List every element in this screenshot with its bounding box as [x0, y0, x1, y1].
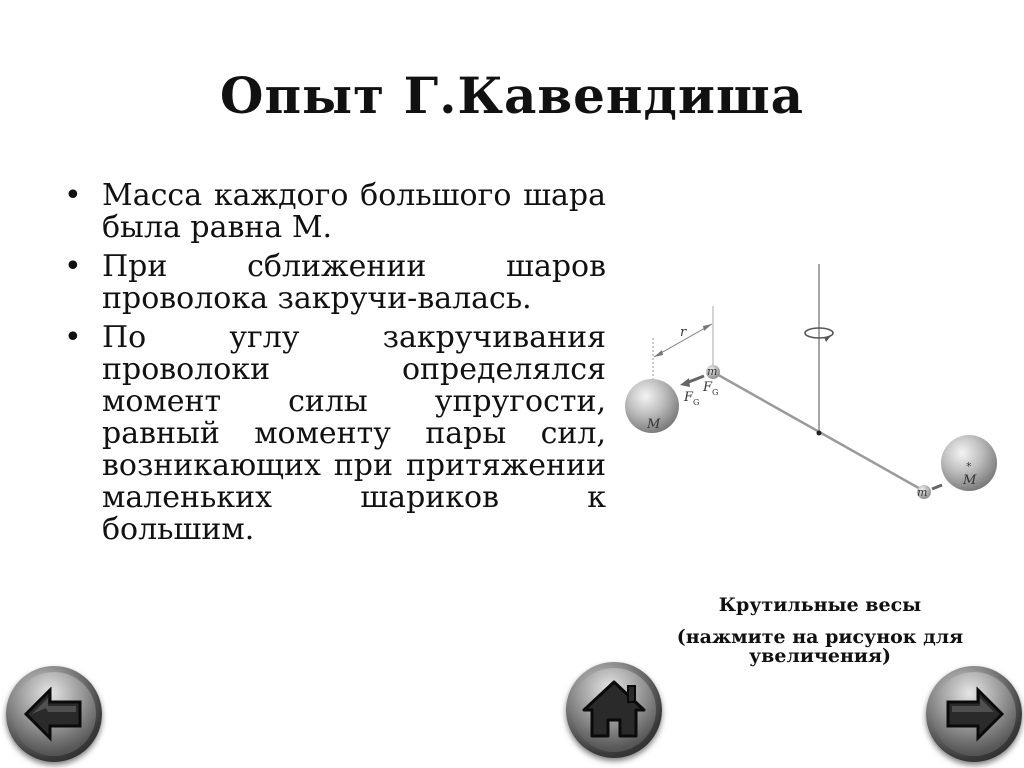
next-button[interactable] — [926, 666, 1022, 762]
arrow-right-icon — [926, 666, 1022, 762]
torsion-balance-diagram — [620, 258, 1004, 506]
arrow-left-icon — [6, 666, 102, 762]
prev-button[interactable] — [6, 666, 102, 762]
bullet-list — [60, 180, 606, 553]
force-subscript: G — [712, 388, 719, 397]
figure-caption: Крутильные весы — [718, 594, 922, 616]
small-mass-label: m — [707, 365, 718, 378]
bullet-item: • При сближении шаров проволока закручи-валась. — [60, 251, 606, 315]
small-mass-label: m — [917, 486, 928, 499]
figure-caption-hint: (нажмите на рисунок для увеличения) — [676, 626, 964, 667]
bullet-item: • Масса каждого большого шара была равна М. — [60, 180, 606, 244]
home-icon — [566, 662, 662, 758]
big-mass-label: M — [647, 417, 661, 432]
torsion-balance-figure[interactable] — [620, 258, 1004, 506]
big-mass-label: M — [963, 473, 977, 488]
home-button[interactable] — [566, 662, 662, 758]
force-subscript: G — [693, 398, 700, 407]
svg-text:*: * — [966, 460, 972, 473]
slide-title: Опыт Г.Кавендиша — [219, 66, 805, 125]
bullet-item: • По углу закручивания проволоки определялся момент силы упругости, равный моменту пары сил, возникающих при притяжении маленьких шариков к большим. — [60, 322, 606, 546]
force-label: F — [703, 380, 713, 395]
distance-label: r — [680, 325, 687, 340]
force-label: F — [684, 390, 694, 405]
